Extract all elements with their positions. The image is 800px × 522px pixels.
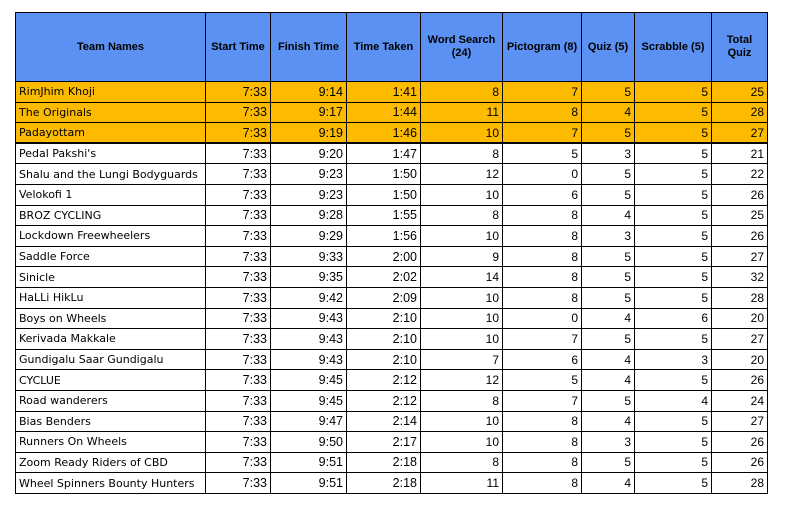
- cell-start-time[interactable]: 7:33: [206, 432, 271, 453]
- cell-total-quiz[interactable]: 24: [712, 390, 768, 411]
- cell-scrabble[interactable]: 5: [635, 82, 712, 103]
- cell-scrabble[interactable]: 5: [635, 473, 712, 494]
- cell-pictogram[interactable]: 8: [503, 473, 582, 494]
- table-row: [16, 411, 768, 432]
- cell-word-search[interactable]: 8: [421, 205, 503, 226]
- cell-time-taken[interactable]: 1:47: [347, 143, 421, 164]
- cell-scrabble[interactable]: 6: [635, 308, 712, 329]
- cell-quiz[interactable]: 5: [582, 246, 635, 267]
- cell-finish-time[interactable]: 9:23: [271, 184, 347, 205]
- cell-pictogram[interactable]: 8: [503, 411, 582, 432]
- cell-pictogram[interactable]: 7: [503, 82, 582, 103]
- cell-team-name[interactable]: Sinicle: [16, 267, 206, 288]
- cell-scrabble[interactable]: 5: [635, 452, 712, 473]
- cell-time-taken[interactable]: 2:18: [347, 452, 421, 473]
- table-row: [16, 82, 768, 103]
- table-row: [16, 205, 768, 226]
- cell-pictogram[interactable]: 7: [503, 329, 582, 350]
- cell-word-search[interactable]: 10: [421, 329, 503, 350]
- cell-team-name[interactable]: Wheel Spinners Bounty Hunters: [16, 473, 206, 494]
- cell-start-time[interactable]: 7:33: [206, 308, 271, 329]
- cell-pictogram[interactable]: 6: [503, 184, 582, 205]
- cell-word-search[interactable]: 8: [421, 82, 503, 103]
- cell-team-name[interactable]: Zoom Ready Riders of CBD: [16, 452, 206, 473]
- table-row: [16, 432, 768, 453]
- cell-scrabble[interactable]: 5: [635, 164, 712, 185]
- cell-scrabble[interactable]: 5: [635, 432, 712, 453]
- cell-time-taken[interactable]: 2:02: [347, 267, 421, 288]
- table-row: [16, 143, 768, 164]
- cell-word-search[interactable]: 10: [421, 226, 503, 247]
- cell-finish-time[interactable]: 9:28: [271, 205, 347, 226]
- cell-time-taken[interactable]: 1:50: [347, 164, 421, 185]
- cell-scrabble[interactable]: 5: [635, 226, 712, 247]
- cell-time-taken[interactable]: 2:10: [347, 349, 421, 370]
- cell-pictogram[interactable]: 8: [503, 267, 582, 288]
- table-row: [16, 452, 768, 473]
- cell-pictogram[interactable]: 7: [503, 123, 582, 144]
- cell-start-time[interactable]: 7:33: [206, 287, 271, 308]
- cell-team-name[interactable]: Pedal Pakshi's: [16, 143, 206, 164]
- results-table: [15, 12, 768, 494]
- cell-pictogram[interactable]: 5: [503, 143, 582, 164]
- cell-quiz[interactable]: 5: [582, 287, 635, 308]
- cell-finish-time[interactable]: 9:33: [271, 246, 347, 267]
- cell-quiz[interactable]: 4: [582, 308, 635, 329]
- cell-time-taken[interactable]: 2:10: [347, 329, 421, 350]
- cell-start-time[interactable]: 7:33: [206, 370, 271, 391]
- table-row: [16, 287, 768, 308]
- cell-total-quiz[interactable]: 26: [712, 432, 768, 453]
- table-row: [16, 390, 768, 411]
- cell-total-quiz[interactable]: 26: [712, 370, 768, 391]
- cell-pictogram[interactable]: 8: [503, 226, 582, 247]
- cell-start-time[interactable]: 7:33: [206, 205, 271, 226]
- cell-quiz[interactable]: 4: [582, 205, 635, 226]
- column-header-finish-time[interactable]: Finish Time: [271, 13, 347, 82]
- cell-team-name[interactable]: BROZ CYCLING: [16, 205, 206, 226]
- cell-quiz[interactable]: 4: [582, 473, 635, 494]
- cell-quiz[interactable]: 5: [582, 452, 635, 473]
- cell-start-time[interactable]: 7:33: [206, 164, 271, 185]
- cell-pictogram[interactable]: 0: [503, 164, 582, 185]
- cell-total-quiz[interactable]: 22: [712, 164, 768, 185]
- cell-finish-time[interactable]: 9:45: [271, 390, 347, 411]
- cell-start-time[interactable]: 7:33: [206, 349, 271, 370]
- cell-total-quiz[interactable]: 20: [712, 349, 768, 370]
- column-header-total-quiz[interactable]: Total Quiz: [712, 13, 768, 82]
- cell-scrabble[interactable]: 5: [635, 267, 712, 288]
- table-row: [16, 267, 768, 288]
- table-row: [16, 246, 768, 267]
- cell-word-search[interactable]: 10: [421, 432, 503, 453]
- table-header: [16, 13, 768, 82]
- cell-finish-time[interactable]: 9:17: [271, 102, 347, 123]
- cell-pictogram[interactable]: 7: [503, 390, 582, 411]
- cell-time-taken[interactable]: 1:56: [347, 226, 421, 247]
- cell-word-search[interactable]: 10: [421, 308, 503, 329]
- cell-team-name[interactable]: Kerivada Makkale: [16, 329, 206, 350]
- cell-word-search[interactable]: 10: [421, 184, 503, 205]
- cell-start-time[interactable]: 7:33: [206, 82, 271, 103]
- table-row: [16, 164, 768, 185]
- cell-start-time[interactable]: 7:33: [206, 143, 271, 164]
- cell-quiz[interactable]: 4: [582, 411, 635, 432]
- cell-finish-time[interactable]: 9:43: [271, 329, 347, 350]
- column-header-scrabble[interactable]: Scrabble (5): [635, 13, 712, 82]
- cell-finish-time[interactable]: 9:19: [271, 123, 347, 144]
- cell-total-quiz[interactable]: 27: [712, 123, 768, 144]
- cell-quiz[interactable]: 5: [582, 329, 635, 350]
- cell-start-time[interactable]: 7:33: [206, 329, 271, 350]
- cell-word-search[interactable]: 10: [421, 411, 503, 432]
- cell-scrabble[interactable]: 3: [635, 349, 712, 370]
- cell-pictogram[interactable]: 8: [503, 102, 582, 123]
- cell-time-taken[interactable]: 2:18: [347, 473, 421, 494]
- table-row: [16, 349, 768, 370]
- cell-total-quiz[interactable]: 25: [712, 82, 768, 103]
- column-header-team-names[interactable]: Team Names: [16, 13, 206, 82]
- cell-total-quiz[interactable]: 28: [712, 102, 768, 123]
- cell-start-time[interactable]: 7:33: [206, 226, 271, 247]
- cell-finish-time[interactable]: 9:20: [271, 143, 347, 164]
- cell-time-taken[interactable]: 2:09: [347, 287, 421, 308]
- cell-quiz[interactable]: 3: [582, 226, 635, 247]
- cell-total-quiz[interactable]: 26: [712, 452, 768, 473]
- cell-total-quiz[interactable]: 32: [712, 267, 768, 288]
- cell-word-search[interactable]: 9: [421, 246, 503, 267]
- cell-finish-time[interactable]: 9:14: [271, 82, 347, 103]
- cell-pictogram[interactable]: 5: [503, 370, 582, 391]
- table-row: [16, 329, 768, 350]
- cell-total-quiz[interactable]: 21: [712, 143, 768, 164]
- column-header-pictogram[interactable]: Pictogram (8): [503, 13, 582, 82]
- cell-finish-time[interactable]: 9:42: [271, 287, 347, 308]
- cell-team-name[interactable]: HaLLi HikLu: [16, 287, 206, 308]
- cell-finish-time[interactable]: 9:29: [271, 226, 347, 247]
- cell-total-quiz[interactable]: 20: [712, 308, 768, 329]
- cell-quiz[interactable]: 5: [582, 267, 635, 288]
- cell-team-name[interactable]: RimJhim Khoji: [16, 82, 206, 103]
- table-row: [16, 473, 768, 494]
- header-row: [16, 13, 768, 82]
- cell-word-search[interactable]: 12: [421, 164, 503, 185]
- cell-quiz[interactable]: 3: [582, 432, 635, 453]
- cell-team-name[interactable]: Saddle Force: [16, 246, 206, 267]
- cell-quiz[interactable]: 4: [582, 370, 635, 391]
- cell-total-quiz[interactable]: 26: [712, 184, 768, 205]
- cell-word-search[interactable]: 8: [421, 390, 503, 411]
- cell-word-search[interactable]: 8: [421, 143, 503, 164]
- cell-scrabble[interactable]: 5: [635, 123, 712, 144]
- table-row: [16, 370, 768, 391]
- cell-team-name[interactable]: Gundigalu Saar Gundigalu: [16, 349, 206, 370]
- cell-word-search[interactable]: 11: [421, 473, 503, 494]
- cell-time-taken[interactable]: 2:00: [347, 246, 421, 267]
- cell-finish-time[interactable]: 9:51: [271, 452, 347, 473]
- cell-word-search[interactable]: 7: [421, 349, 503, 370]
- table-row: [16, 123, 768, 144]
- cell-quiz[interactable]: 5: [582, 184, 635, 205]
- cell-start-time[interactable]: 7:33: [206, 246, 271, 267]
- cell-quiz[interactable]: 5: [582, 390, 635, 411]
- cell-scrabble[interactable]: 5: [635, 184, 712, 205]
- cell-scrabble[interactable]: 5: [635, 287, 712, 308]
- cell-pictogram[interactable]: 6: [503, 349, 582, 370]
- cell-time-taken[interactable]: 2:12: [347, 390, 421, 411]
- cell-finish-time[interactable]: 9:43: [271, 308, 347, 329]
- cell-scrabble[interactable]: 5: [635, 411, 712, 432]
- column-header-time-taken[interactable]: Time Taken: [347, 13, 421, 82]
- cell-total-quiz[interactable]: 26: [712, 226, 768, 247]
- cell-total-quiz[interactable]: 25: [712, 205, 768, 226]
- cell-word-search[interactable]: 8: [421, 452, 503, 473]
- cell-quiz[interactable]: 5: [582, 164, 635, 185]
- cell-scrabble[interactable]: 5: [635, 143, 712, 164]
- cell-scrabble[interactable]: 5: [635, 370, 712, 391]
- cell-total-quiz[interactable]: 28: [712, 287, 768, 308]
- column-header-word-search[interactable]: Word Search (24): [421, 13, 503, 82]
- cell-total-quiz[interactable]: 27: [712, 329, 768, 350]
- cell-quiz[interactable]: 4: [582, 349, 635, 370]
- cell-finish-time[interactable]: 9:51: [271, 473, 347, 494]
- cell-pictogram[interactable]: 0: [503, 308, 582, 329]
- cell-quiz[interactable]: 4: [582, 102, 635, 123]
- cell-team-name[interactable]: CYCLUE: [16, 370, 206, 391]
- cell-pictogram[interactable]: 8: [503, 452, 582, 473]
- cell-word-search[interactable]: 12: [421, 370, 503, 391]
- cell-team-name[interactable]: Shalu and the Lungi Bodyguards: [16, 164, 206, 185]
- cell-finish-time[interactable]: 9:43: [271, 349, 347, 370]
- cell-team-name[interactable]: Boys on Wheels: [16, 308, 206, 329]
- cell-total-quiz[interactable]: 28: [712, 473, 768, 494]
- cell-finish-time[interactable]: 9:23: [271, 164, 347, 185]
- cell-finish-time[interactable]: 9:45: [271, 370, 347, 391]
- cell-time-taken[interactable]: 2:14: [347, 411, 421, 432]
- cell-start-time[interactable]: 7:33: [206, 390, 271, 411]
- cell-scrabble[interactable]: 5: [635, 102, 712, 123]
- table-body: [16, 82, 768, 494]
- cell-time-taken[interactable]: 1:50: [347, 184, 421, 205]
- cell-pictogram[interactable]: 8: [503, 246, 582, 267]
- cell-team-name[interactable]: Padayottam: [16, 123, 206, 144]
- cell-quiz[interactable]: 5: [582, 123, 635, 144]
- cell-team-name[interactable]: Runners On Wheels: [16, 432, 206, 453]
- cell-team-name[interactable]: Lockdown Freewheelers: [16, 226, 206, 247]
- cell-team-name[interactable]: Bias Benders: [16, 411, 206, 432]
- table-row: [16, 308, 768, 329]
- table-row: [16, 226, 768, 247]
- cell-start-time[interactable]: 7:33: [206, 102, 271, 123]
- cell-word-search[interactable]: 14: [421, 267, 503, 288]
- cell-start-time[interactable]: 7:33: [206, 452, 271, 473]
- cell-time-taken[interactable]: 1:55: [347, 205, 421, 226]
- cell-scrabble[interactable]: 5: [635, 205, 712, 226]
- cell-team-name[interactable]: The Originals: [16, 102, 206, 123]
- cell-start-time[interactable]: 7:33: [206, 184, 271, 205]
- cell-finish-time[interactable]: 9:50: [271, 432, 347, 453]
- cell-word-search[interactable]: 10: [421, 287, 503, 308]
- cell-finish-time[interactable]: 9:35: [271, 267, 347, 288]
- cell-quiz[interactable]: 3: [582, 143, 635, 164]
- cell-scrabble[interactable]: 4: [635, 390, 712, 411]
- cell-time-taken[interactable]: 2:12: [347, 370, 421, 391]
- cell-start-time[interactable]: 7:33: [206, 473, 271, 494]
- cell-team-name[interactable]: Velokofi 1: [16, 184, 206, 205]
- column-header-quiz[interactable]: Quiz (5): [582, 13, 635, 82]
- cell-time-taken[interactable]: 2:10: [347, 308, 421, 329]
- cell-start-time[interactable]: 7:33: [206, 267, 271, 288]
- cell-time-taken[interactable]: 1:46: [347, 123, 421, 144]
- cell-word-search[interactable]: 11: [421, 102, 503, 123]
- table-row: [16, 102, 768, 123]
- cell-pictogram[interactable]: 8: [503, 432, 582, 453]
- cell-time-taken[interactable]: 1:44: [347, 102, 421, 123]
- cell-start-time[interactable]: 7:33: [206, 123, 271, 144]
- table-row: [16, 184, 768, 205]
- cell-start-time[interactable]: 7:33: [206, 411, 271, 432]
- cell-total-quiz[interactable]: 27: [712, 411, 768, 432]
- cell-scrabble[interactable]: 5: [635, 329, 712, 350]
- column-header-start-time[interactable]: Start Time: [206, 13, 271, 82]
- cell-quiz[interactable]: 5: [582, 82, 635, 103]
- cell-total-quiz[interactable]: 27: [712, 246, 768, 267]
- cell-pictogram[interactable]: 8: [503, 287, 582, 308]
- cell-time-taken[interactable]: 2:17: [347, 432, 421, 453]
- cell-team-name[interactable]: Road wanderers: [16, 390, 206, 411]
- cell-scrabble[interactable]: 5: [635, 246, 712, 267]
- cell-pictogram[interactable]: 8: [503, 205, 582, 226]
- cell-word-search[interactable]: 10: [421, 123, 503, 144]
- cell-time-taken[interactable]: 1:41: [347, 82, 421, 103]
- cell-finish-time[interactable]: 9:47: [271, 411, 347, 432]
